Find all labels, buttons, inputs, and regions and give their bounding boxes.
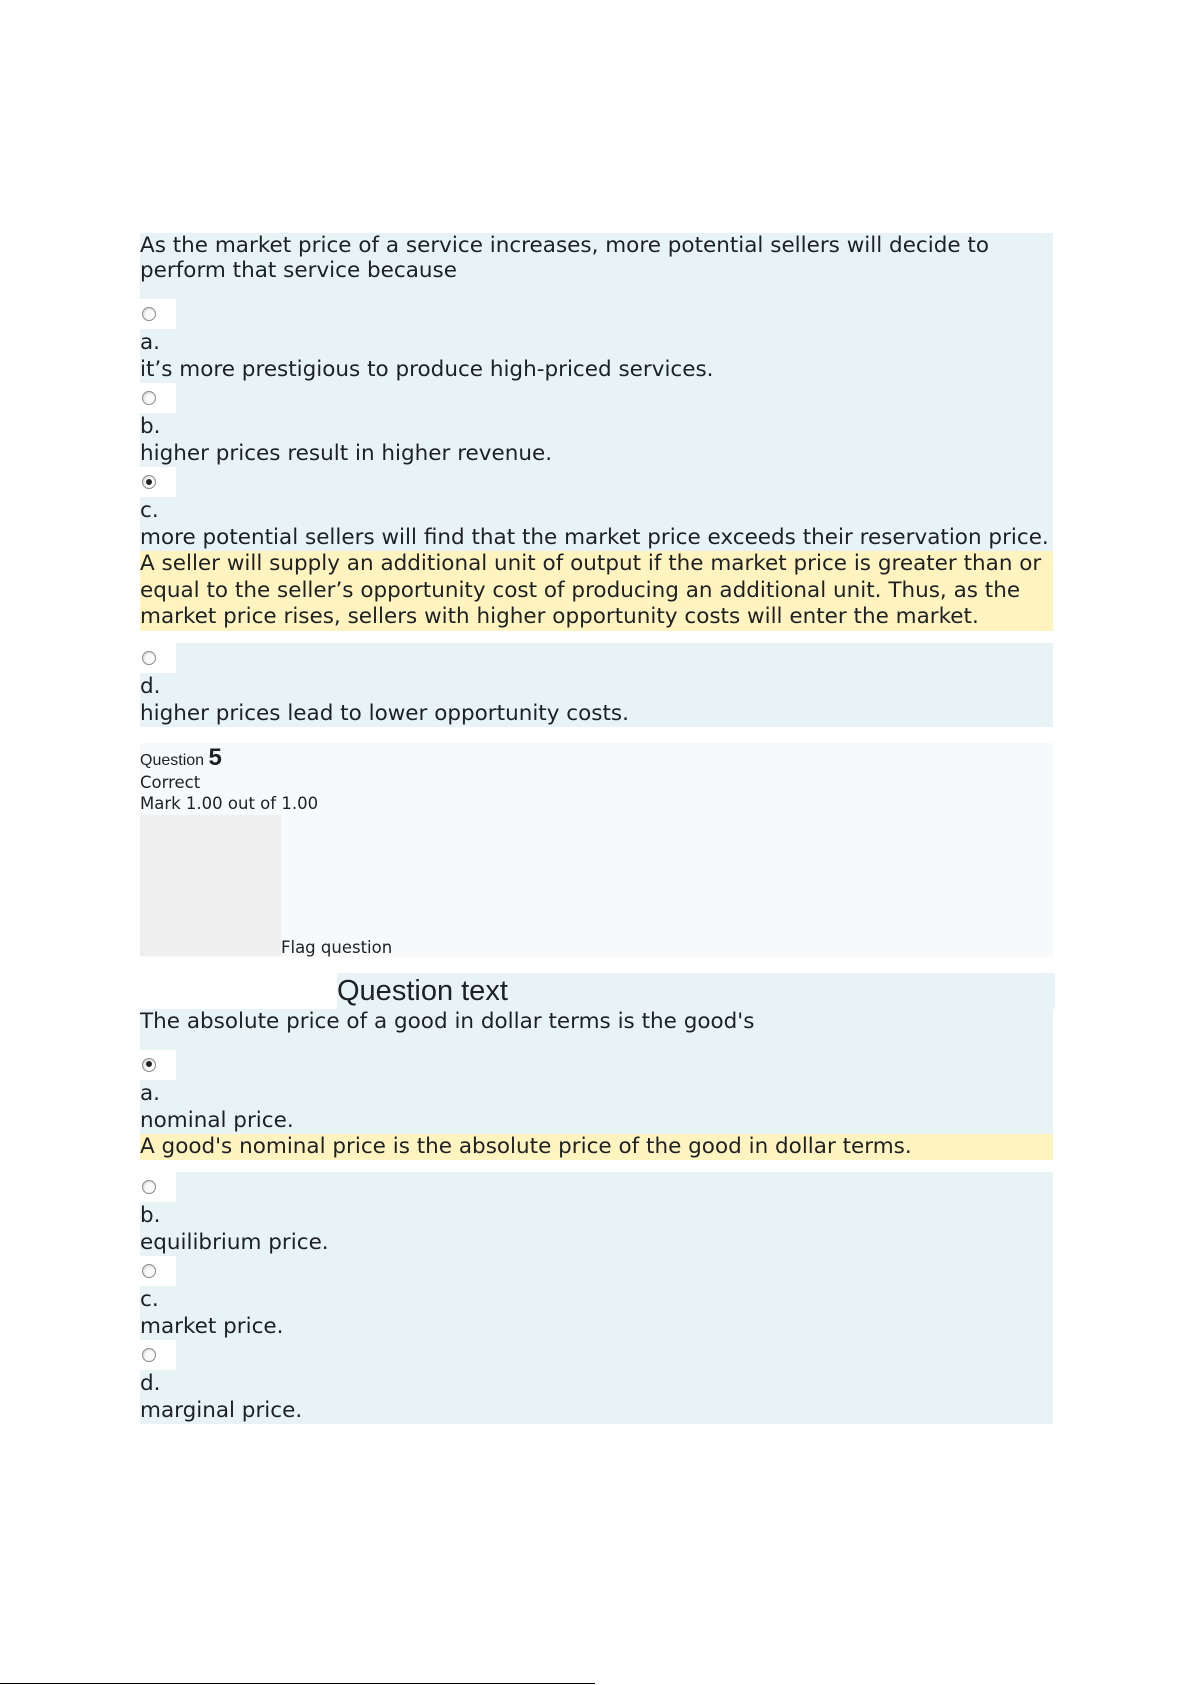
q4-option-b-letter: b. [140, 414, 161, 439]
q4-content [140, 233, 1053, 551]
flag-icon[interactable] [140, 815, 281, 956]
q4-radio-c[interactable] [142, 475, 156, 489]
q5-option-b-text[interactable]: equilibrium price. [140, 1230, 329, 1255]
q4-option-c-letter: c. [140, 498, 159, 523]
q4-option-b-text[interactable]: higher prices result in higher revenue. [140, 441, 553, 466]
q4-option-c[interactable] [140, 467, 1053, 551]
q5-question-heading: Question text [337, 973, 1055, 1009]
q5-option-b[interactable] [140, 1172, 1053, 1256]
q5-option-c-letter: c. [140, 1287, 159, 1312]
q5-radio-a-wrapper[interactable] [140, 1050, 176, 1080]
q5-question-text: The absolute price of a good in dollar terms is the good's [140, 1008, 755, 1034]
q5-option-b-letter: b. [140, 1203, 161, 1228]
q5-option-d[interactable] [140, 1340, 1053, 1424]
q5-number [140, 743, 1053, 772]
q5-radio-d-wrapper[interactable] [140, 1340, 176, 1370]
q4-radio-b-wrapper[interactable] [140, 383, 176, 413]
q5-radio-d[interactable] [142, 1348, 156, 1362]
q5-radio-c-wrapper[interactable] [140, 1256, 176, 1286]
q4-option-b[interactable] [140, 383, 1053, 467]
q5-specific-feedback: A good's nominal price is the absolute price of the good in dollar terms. [140, 1134, 1053, 1161]
q4-option-a-letter: a. [140, 330, 161, 355]
q5-radio-b-wrapper[interactable] [140, 1172, 176, 1202]
q5-number-label: Question [140, 751, 205, 769]
spacer [140, 631, 1053, 643]
q4-option-d[interactable] [140, 643, 1053, 727]
q4-specific-feedback: A seller will supply an additional unit of output if the market price is greater than or equal to the seller’s opportunity cost of producing an additional unit. Thus, as the market price rises, sellers with higher opportunity costs will enter the market. [140, 551, 1053, 631]
q4-question-text: As the market price of a service increases, more potential sellers will decide to perform that service because [140, 233, 990, 283]
q5-content [140, 1009, 1053, 1134]
q5-option-d-letter: d. [140, 1371, 161, 1396]
q4-option-d-text[interactable]: higher prices lead to lower opportunity costs. [140, 700, 629, 726]
q4-content-cont [140, 643, 1053, 727]
q5-option-a[interactable] [140, 1050, 1053, 1134]
q4-option-d-letter: d. [140, 673, 161, 699]
q4-option-a[interactable] [140, 299, 1053, 383]
q4-radio-d[interactable] [142, 651, 156, 665]
q5-radio-b[interactable] [142, 1180, 156, 1194]
q5-radio-a[interactable] [142, 1058, 156, 1072]
q4-radio-a[interactable] [142, 307, 156, 321]
q4-radio-d-wrapper[interactable] [140, 643, 176, 673]
footer-divider [0, 1683, 595, 1684]
q5-heading-row [140, 973, 1053, 1009]
q5-grade: Mark 1.00 out of 1.00 [140, 793, 319, 813]
q5-number-value: 5 [208, 743, 222, 771]
q5-option-d-text[interactable]: marginal price. [140, 1398, 303, 1423]
q4-radio-a-wrapper[interactable] [140, 299, 176, 329]
flag-question-link[interactable]: Flag question [281, 937, 393, 957]
quiz-page [140, 233, 1053, 1424]
q4-option-a-text[interactable]: it’s more prestigious to produce high-priced services. [140, 357, 714, 382]
q4-radio-c-wrapper[interactable] [140, 467, 176, 497]
q5-state: Correct [140, 772, 201, 792]
q4-option-c-text[interactable]: more potential sellers will find that the market price exceeds their reservation price. [140, 525, 1049, 550]
q5-info [140, 743, 1053, 957]
q5-content-cont [140, 1172, 1053, 1424]
q5-option-a-letter: a. [140, 1080, 161, 1106]
spacer [140, 1160, 1053, 1172]
q5-radio-c[interactable] [142, 1264, 156, 1278]
q4-radio-b[interactable] [142, 391, 156, 405]
q5-option-c[interactable] [140, 1256, 1053, 1340]
q5-option-a-text[interactable]: nominal price. [140, 1107, 294, 1133]
q5-option-c-text[interactable]: market price. [140, 1314, 284, 1339]
